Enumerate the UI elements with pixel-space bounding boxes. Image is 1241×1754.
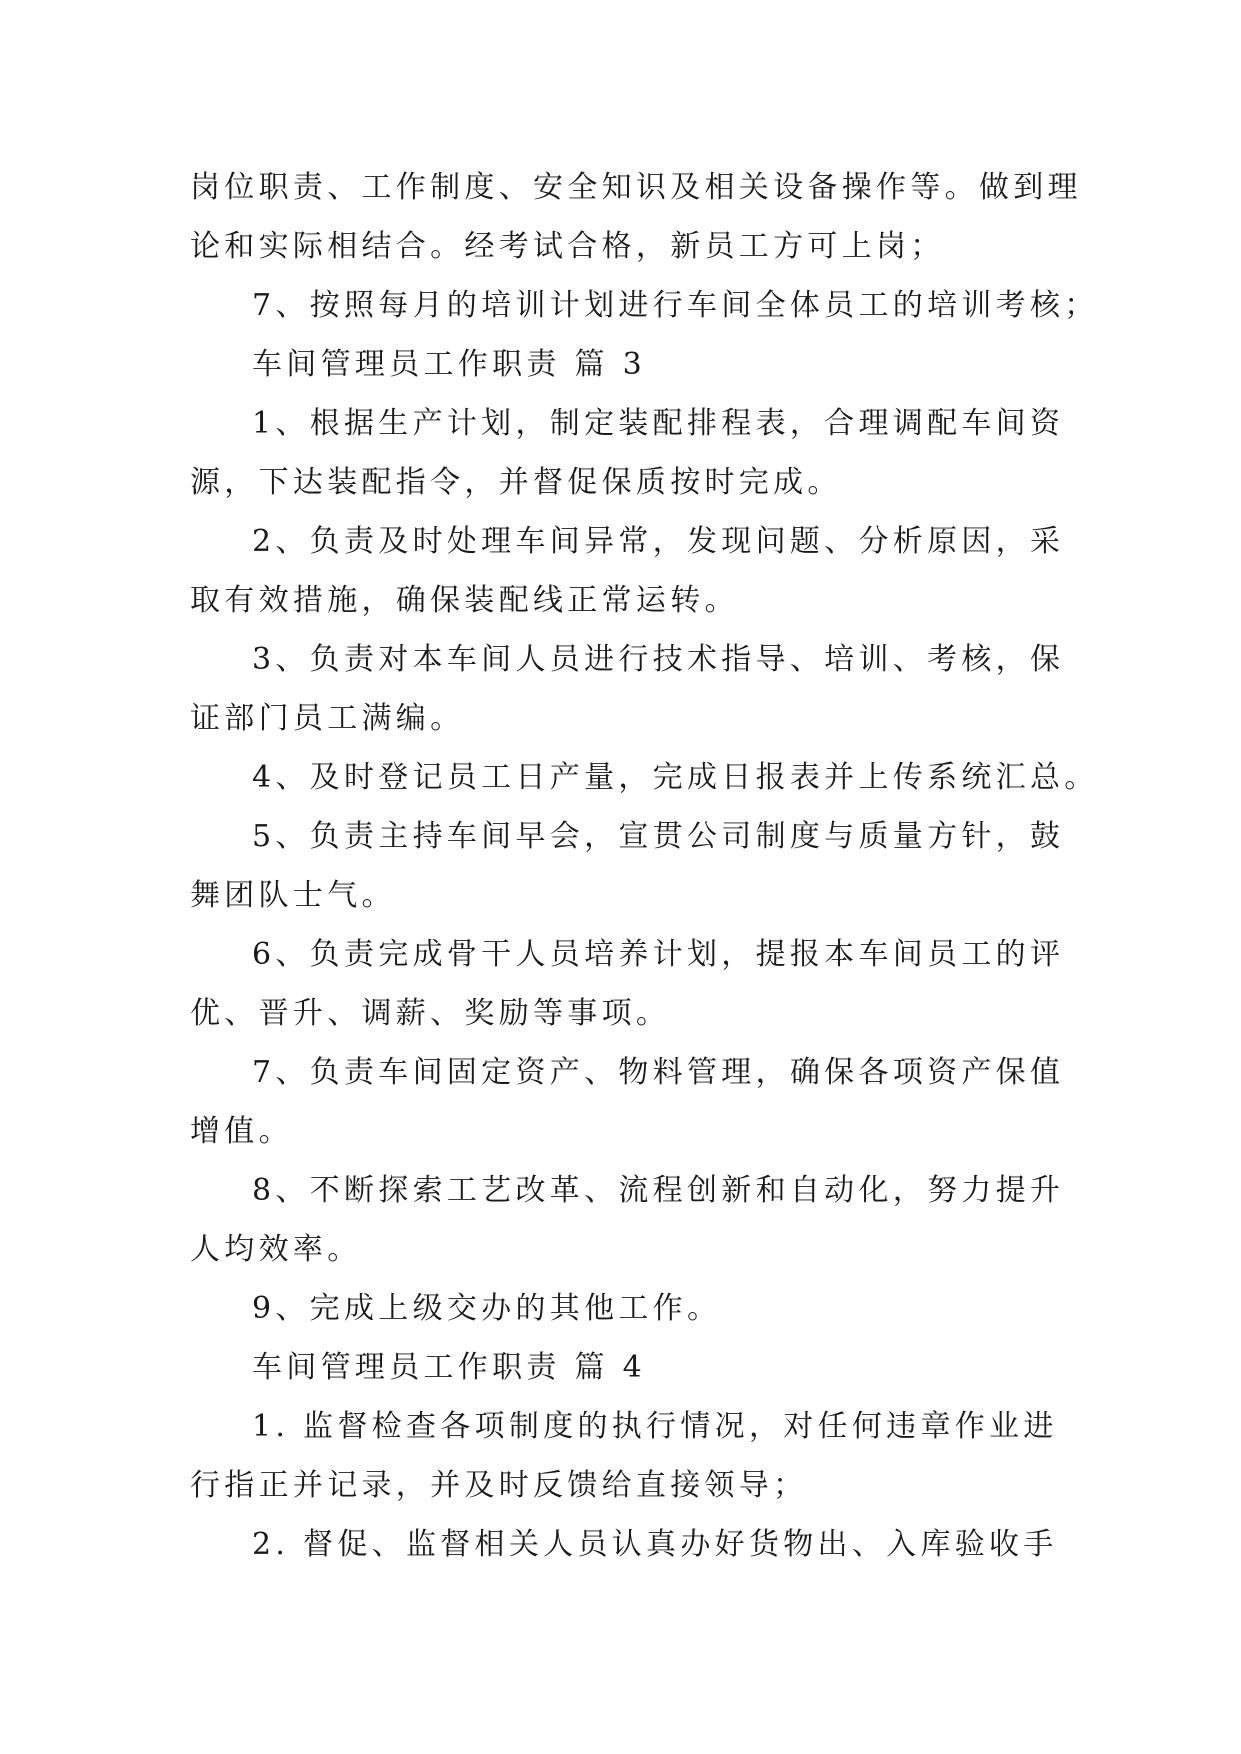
text-line: 8、不断探索工艺改革、流程创新和自动化，努力提升 <box>252 1173 1065 1208</box>
text-line: 增值。 <box>190 1114 293 1149</box>
text-line: 7、负责车间固定资产、物料管理，确保各项资产保值 <box>252 1055 1065 1090</box>
text-line: 行指正并记录，并及时反馈给直接领导； <box>190 1468 808 1503</box>
text-line: 3、负责对本车间人员进行技术指导、培训、考核，保 <box>252 642 1065 677</box>
text-line: 2. 督促、监督相关人员认真办好货物出、入库验收手 <box>252 1527 1058 1562</box>
text-line: 2、负责及时处理车间异常，发现问题、分析原因，采 <box>252 524 1065 559</box>
text-line: 岗位职责、工作制度、安全知识及相关设备操作等。做到理 <box>190 170 1082 205</box>
section-heading: 车间管理员工作职责 篇 4 <box>252 1350 647 1385</box>
text-line: 1. 监督检查各项制度的执行情况，对任何违章作业进 <box>252 1409 1058 1444</box>
text-line: 舞团队士气。 <box>190 878 396 913</box>
text-line: 优、晋升、调薪、奖励等事项。 <box>190 996 671 1031</box>
text-line: 6、负责完成骨干人员培养计划，提报本车间员工的评 <box>252 937 1065 972</box>
text-line: 9、完成上级交办的其他工作。 <box>252 1291 722 1326</box>
text-line: 7、按照每月的培训计划进行车间全体员工的培训考核； <box>252 288 1099 323</box>
text-line: 人均效率。 <box>190 1232 362 1267</box>
text-line: 证部门员工满编。 <box>190 701 465 736</box>
text-line: 4、及时登记员工日产量，完成日报表并上传系统汇总。 <box>252 760 1099 795</box>
document-body <box>190 158 1099 1574</box>
text-line: 源，下达装配指令，并督促保质按时完成。 <box>190 465 842 500</box>
text-line: 1、根据生产计划，制定装配排程表，合理调配车间资 <box>252 406 1065 441</box>
text-line: 5、负责主持车间早会，宣贯公司制度与质量方针，鼓 <box>252 819 1065 854</box>
text-line: 取有效措施，确保装配线正常运转。 <box>190 583 739 618</box>
text-line: 论和实际相结合。经考试合格，新员工方可上岗； <box>190 229 945 264</box>
section-heading: 车间管理员工作职责 篇 3 <box>252 347 647 382</box>
